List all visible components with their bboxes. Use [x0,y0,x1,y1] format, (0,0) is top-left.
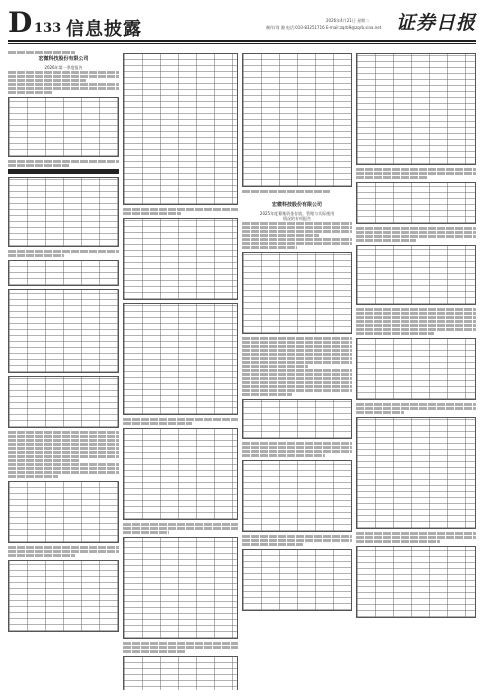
special-company: 宏微科技股份有限公司 [271,202,322,208]
special-title-2: 情况的专项报告 [283,216,311,221]
page-number: 133 [34,21,62,36]
editor-line: 制作/刘 湘 电话:010-83251716 E-mail:zqrb9@zqrb.sina.net [266,25,382,30]
section-title: 信息披露 [66,19,142,40]
masthead-rule [8,40,476,42]
paper-logo: 证券日报 [395,12,476,34]
masthead-rule-thin [8,43,476,44]
masthead [8,8,476,40]
column-4 [356,50,476,690]
special-title-1: 2025年度募集资金存放、管理与实际使用 [259,211,335,216]
q1-title: 2026年第一季度报告 [44,65,83,70]
column-1 [8,50,119,690]
q1-company: 宏微科技股份有限公司 [38,56,89,62]
date-line: 2026年4月21日 星期二 [326,18,370,23]
column-2 [123,50,238,690]
column-3 [242,50,352,690]
page-letter: D [8,6,33,39]
